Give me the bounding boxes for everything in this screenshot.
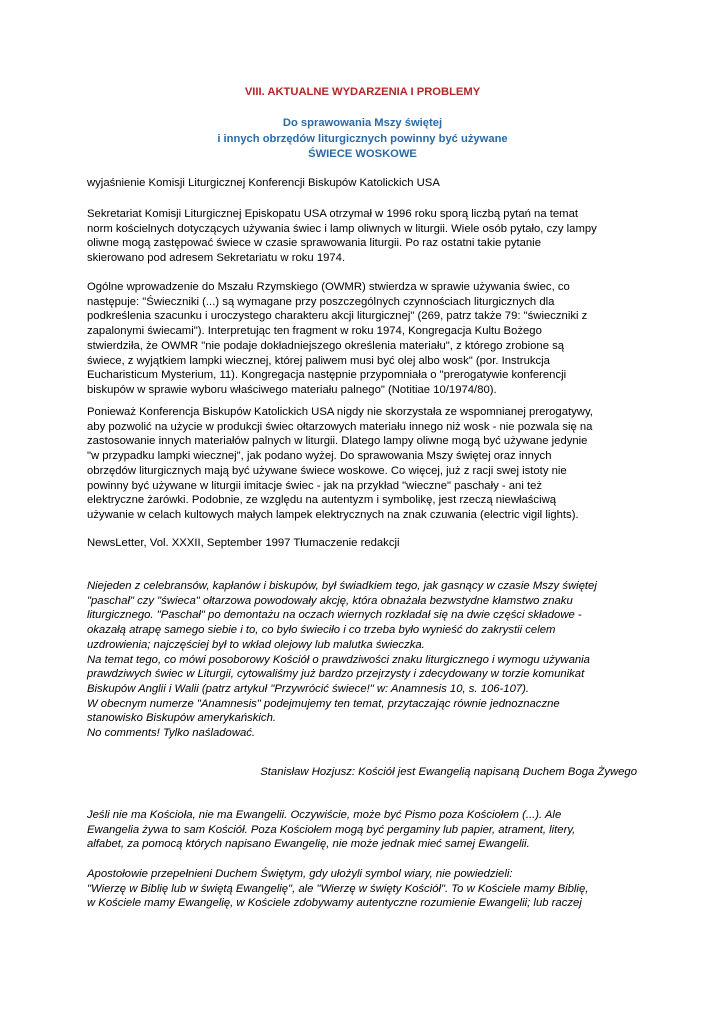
paragraph-line: biskupów w sprawie wyboru właściwego materiału palnego" (Notitiae 10/1974/80). <box>87 383 497 396</box>
quote-line: "Wierzę w Biblię lub w świętą Ewangelię", ale "Wierzę w święty Kościół". To w Kościele mamy Biblię, <box>87 882 589 895</box>
paragraph-line: stwierdziła, że OWMR "nie podaje dokładniejszego określenia materiału", z którego zrobione są <box>87 339 565 352</box>
paragraph-line: obrzędów liturgicznych mają być używane świece woskowe. Co więcej, już z racji swej istoty nie <box>87 464 567 477</box>
paragraph-line: podkreślenia szacunku i uroczystego charakteru akcji liturgicznej" (269, patrz także 79: "świeczniki z <box>87 310 588 323</box>
commentary-line: prawdziwych świec w Liturgii, cytowaliśmy już bardzo przejrzysty i zdecydowany w torzie komunikat <box>87 668 585 681</box>
paragraph-3 <box>87 405 647 523</box>
paragraph-line: Eucharisticum Mysterium, 11). Kongregacja następnie przypomniała o "prerogatywie konferencji <box>87 369 567 382</box>
quote-paragraph-2 <box>87 867 647 911</box>
source-text: NewsLetter, Vol. XXXII, September 1997 Tłumaczenie redakcji <box>87 537 400 549</box>
article-title-line-3: ŚWIECE WOSKOWE <box>308 148 417 160</box>
quote-line: Ewangelia żywa to sam Kościół. Poza Kościołem mogą być pergaminy lub papier, atrament, litery, <box>87 823 576 836</box>
paragraph-line: "w przypadku lampki wiecznej", jak podano wyżej. Do sprawowania Mszy świętej oraz innych <box>87 450 552 463</box>
paragraph-line: używanie w celach kultowych małych lampek elektrycznych na znak czuwania (electric vigil lights). <box>87 508 579 521</box>
commentary-line: No comments! Tylko naśladować. <box>87 727 256 740</box>
quote-line: Jeśli nie ma Kościoła, nie ma Ewangelii. Oczywiście, może być Pismo poza Kościołem (...). Ale <box>87 809 562 821</box>
paragraph-line: norm kościelnych dotyczących używania świec i lamp oliwnych w liturgii. Wiele osób pytało, czy lampy <box>87 222 597 235</box>
section-title: VIII. AKTUALNE WYDARZENIA I PROBLEMY <box>244 86 481 98</box>
paragraph-line: skierowano pod adresem Sekretariatu w roku 1974. <box>87 252 346 265</box>
quote-line: alfabet, za pomocą których napisano Ewangelię, nie może jednak mieć samej Ewangelii. <box>87 838 530 851</box>
paragraph-line: Sekretariat Komisji Liturgicznej Episkopatu USA otrzymał w 1996 roku sporą liczbą pytań na temat <box>87 208 579 220</box>
paragraph-line: oliwne mogą zastępować świece w czasie sprawowania liturgii. Po raz ostatni takie pytanie <box>87 237 541 250</box>
paragraph-line: następuje: "Świeczniki (...) są wymagane przy poszczególnych czynnościach liturgicznych dla <box>87 295 555 308</box>
commentary-line: "paschał" czy "świeca" ołtarzowa powodowały akcję, która obnażała bezwstydne kłamstwo znaku <box>87 594 573 607</box>
quote-line: w Kościele mamy Ewangelię, w Kościele zdobywamy autentyczne rozumienie Ewangelii; lub raczej <box>87 897 582 910</box>
paragraph-2 <box>87 280 647 398</box>
paragraph-line: aby pozwolić na użycie w produkcji świec ołtarzowych materiału innego niż wosk - nie pozwala się na <box>87 420 593 433</box>
intro-line <box>87 176 647 191</box>
paragraph-line: powinny być używane w liturgii imitacje świec - jak na przykład "wieczne" paschały - ani też <box>87 479 543 492</box>
commentary-line: uzdrowienia; najczęściej był to wkład olejowy lub malutka świeczka. <box>87 638 425 651</box>
intro-text: wyjaśnienie Komisji Liturgicznej Konferencji Biskupów Katolickich USA <box>87 177 440 189</box>
commentary-line: Na temat tego, co mówi posoborowy Kościół o prawdziwości znaku liturgicznego i wymogu używania <box>87 653 590 666</box>
commentary <box>87 579 647 741</box>
quote-paragraph-1 <box>87 808 647 852</box>
commentary-line: stanowisko Biskupów amerykańskich. <box>87 712 276 725</box>
paragraph-1 <box>87 207 647 266</box>
paragraph-line: Ogólne wprowadzenie do Mszału Rzymskiego (OWMR) stwierdza w sprawie używania świec, co <box>87 281 570 293</box>
quote-line: Apostołowie przepełnieni Duchem Świętym, gdy ułożyli symbol wiary, nie powiedzieli: <box>87 868 513 880</box>
paragraph-line: zapalonymi świecami"). Interpretując ten fragment w roku 1974, Kongregacja Kultu Bożego <box>87 325 542 338</box>
signature-line: Stanisław Hozjusz: Kościół jest Ewangelią napisaną Duchem Boga Żywego <box>260 766 637 778</box>
paragraph-line: Ponieważ Konferencja Biskupów Katolickich USA nigdy nie skorzystała ze wspomnianej prerogatywy, <box>87 406 593 418</box>
source-note <box>87 536 647 551</box>
article-title-line-1: Do sprawowania Mszy świętej <box>282 117 443 129</box>
commentary-line: W obecnym numerze "Anamnesis" podejmujemy ten temat, przytaczając równie jednoznaczne <box>87 697 560 710</box>
commentary-line: Biskupów Anglii i Walii (patrz artykuł "Przywrócić świece!" w: Anamnesis 10, s. 106-107). <box>87 682 530 695</box>
commentary-line: liturgicznego. "Paschał" po demontażu na oczach wiernych rozkładał się na dwie części składowe - <box>87 609 582 622</box>
article-title-line-2: i innych obrzędów liturgicznych powinny być używane <box>217 132 508 145</box>
paragraph-line: zastosowanie innych materiałów palnych w liturgii. Dlatego lampy oliwne mogą być używane jedynie <box>87 435 588 448</box>
article-title <box>0 116 725 163</box>
commentary-line: okazałą atrapę samego siebie i to, co było świeciło i co trzeba było wynieść do zakrystii celem <box>87 624 556 637</box>
paragraph-line: elektryczne żarówki. Podobnie, ze względu na autentyzm i symbolikę, jest rzeczą niewłaściwą <box>87 494 557 507</box>
paragraph-line: świece, z wyjątkiem lampki wiecznej, której paliwem musi być olej albo wosk" (por. Instrukcja <box>87 354 550 367</box>
commentary-line: Niejeden z celebransów, kapłanów i biskupów, był świadkiem tego, jak gasnący w czasie Mszy świętej <box>87 580 597 592</box>
